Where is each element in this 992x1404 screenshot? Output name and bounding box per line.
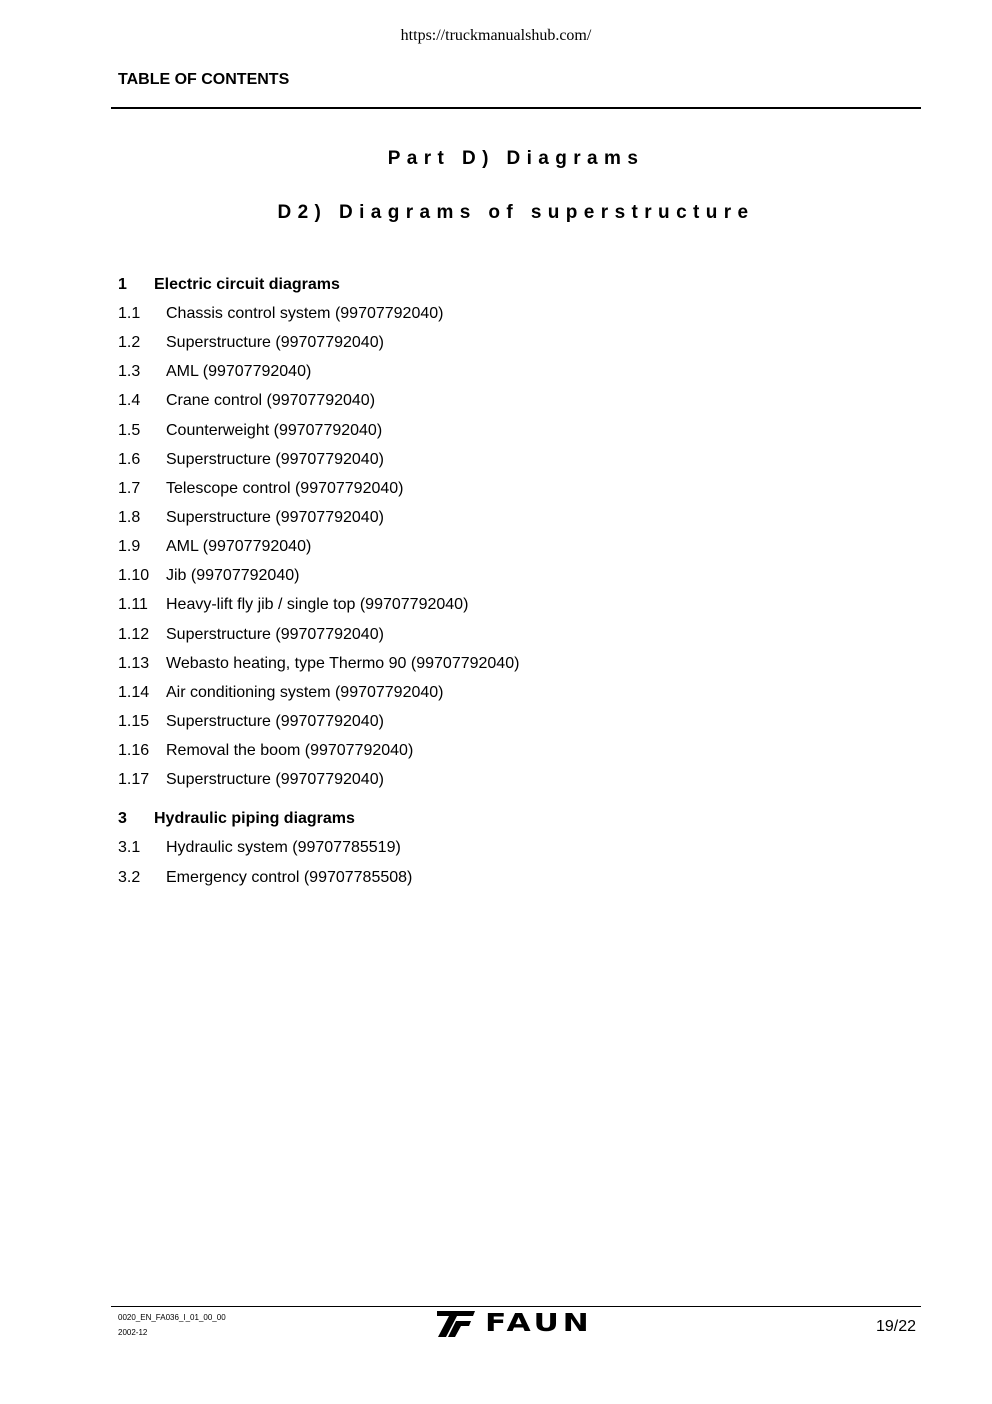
toc-entry-number: 1.17 — [118, 771, 150, 789]
section-spacer — [118, 794, 818, 804]
toc-entry-title: Crane control (99707792040) — [166, 392, 376, 410]
toc-entry-title: Emergency control (99707785508) — [166, 868, 413, 886]
toc-entry-number: 1.7 — [118, 479, 141, 497]
toc-entry-title: Superstructure (99707792040) — [166, 771, 384, 789]
toc-entry-title: Heavy-lift fly jib / single top (99707792040) — [166, 596, 469, 614]
toc-entry-number: 1.10 — [118, 567, 150, 585]
toc-entry-title: Telescope control (99707792040) — [166, 479, 404, 497]
toc-entry[interactable] — [118, 590, 818, 619]
header-section-title: TABLE OF CONTENTS — [118, 71, 290, 88]
toc-entry[interactable] — [118, 736, 818, 765]
toc-entry[interactable] — [118, 416, 818, 445]
toc-entry[interactable] — [118, 707, 818, 736]
toc-section-heading[interactable] — [118, 804, 818, 833]
toc-entry-title: AML (99707792040) — [166, 363, 312, 381]
toc-entry[interactable] — [118, 620, 818, 649]
page-number: 19/22 — [875, 1318, 916, 1335]
toc-entry[interactable] — [118, 532, 818, 561]
toc-entry-number: 1.3 — [118, 363, 141, 381]
toc-entry-title: Superstructure (99707792040) — [166, 712, 384, 730]
toc-entry-number: 1.13 — [118, 654, 150, 672]
source-url[interactable]: https://truckmanualshub.com/ — [400, 27, 592, 44]
toc-entry-number: 1.16 — [118, 742, 150, 760]
toc-entry-number: 1.6 — [118, 450, 141, 468]
toc-entry-title: Superstructure (99707792040) — [166, 450, 384, 468]
part-title: Part D) Diagrams — [387, 148, 645, 169]
toc-entry-number: 1.2 — [118, 334, 141, 352]
logo-text: FAUN — [485, 1308, 593, 1337]
toc-entry-title: Superstructure (99707792040) — [166, 625, 384, 643]
toc-entry[interactable] — [118, 765, 818, 794]
document-date: 2002-12 — [118, 1328, 148, 1337]
toc-entry[interactable] — [118, 299, 818, 328]
faun-logo — [437, 1308, 597, 1337]
toc-entry-title: Hydraulic system (99707785519) — [166, 839, 401, 857]
toc-entry[interactable] — [118, 474, 818, 503]
toc-entry-number: 1.9 — [118, 538, 141, 556]
document-code: 0020_EN_FA036_I_01_00_00 — [118, 1313, 226, 1322]
toc-entry-number: 1.11 — [118, 596, 148, 614]
toc-entry[interactable] — [118, 386, 818, 415]
toc-entry-title: Counterweight (99707792040) — [166, 421, 383, 439]
table-of-contents — [118, 270, 818, 892]
toc-entry[interactable] — [118, 863, 818, 892]
toc-entry-number: 1.12 — [118, 625, 150, 643]
toc-entry-title: Air conditioning system (99707792040) — [166, 683, 444, 701]
toc-entry-number: 1.15 — [118, 712, 150, 730]
toc-section-title: Electric circuit diagrams — [154, 276, 340, 293]
toc-section-number: 3 — [118, 810, 127, 828]
toc-entry-title: Jib (99707792040) — [166, 567, 300, 585]
toc-entry-number: 1.4 — [118, 392, 141, 410]
toc-entry[interactable] — [118, 357, 818, 386]
toc-entry[interactable] — [118, 561, 818, 590]
toc-entry[interactable] — [118, 503, 818, 532]
toc-section-heading[interactable] — [118, 270, 818, 299]
footer-divider — [111, 1306, 921, 1307]
toc-entry-number: 1.5 — [118, 421, 141, 439]
toc-section-number: 1 — [118, 276, 127, 293]
toc-entry-number: 3.1 — [118, 839, 141, 857]
toc-entry-number: 1.1 — [118, 305, 141, 322]
toc-entry[interactable] — [118, 833, 818, 862]
toc-entry[interactable] — [118, 445, 818, 474]
toc-entry[interactable] — [118, 328, 818, 357]
toc-entry[interactable] — [118, 678, 818, 707]
toc-entry-title: Webasto heating, type Thermo 90 (99707792040) — [166, 654, 520, 672]
subpart-title: D2) Diagrams of superstructure — [277, 202, 755, 223]
toc-entry-title: Superstructure (99707792040) — [166, 508, 384, 526]
toc-entry-number: 1.14 — [118, 683, 150, 701]
toc-entry-title: Superstructure (99707792040) — [166, 334, 384, 352]
toc-entry-title: Removal the boom (99707792040) — [166, 742, 414, 760]
toc-section-title: Hydraulic piping diagrams — [154, 810, 355, 828]
header-divider — [111, 107, 921, 109]
toc-entry-number: 1.8 — [118, 508, 141, 526]
toc-entry-title: AML (99707792040) — [166, 538, 312, 556]
toc-entry-title: Chassis control system (99707792040) — [166, 305, 444, 322]
toc-entry[interactable] — [118, 649, 818, 678]
toc-entry-number: 3.2 — [118, 868, 141, 886]
faun-emblem-icon — [437, 1311, 481, 1337]
